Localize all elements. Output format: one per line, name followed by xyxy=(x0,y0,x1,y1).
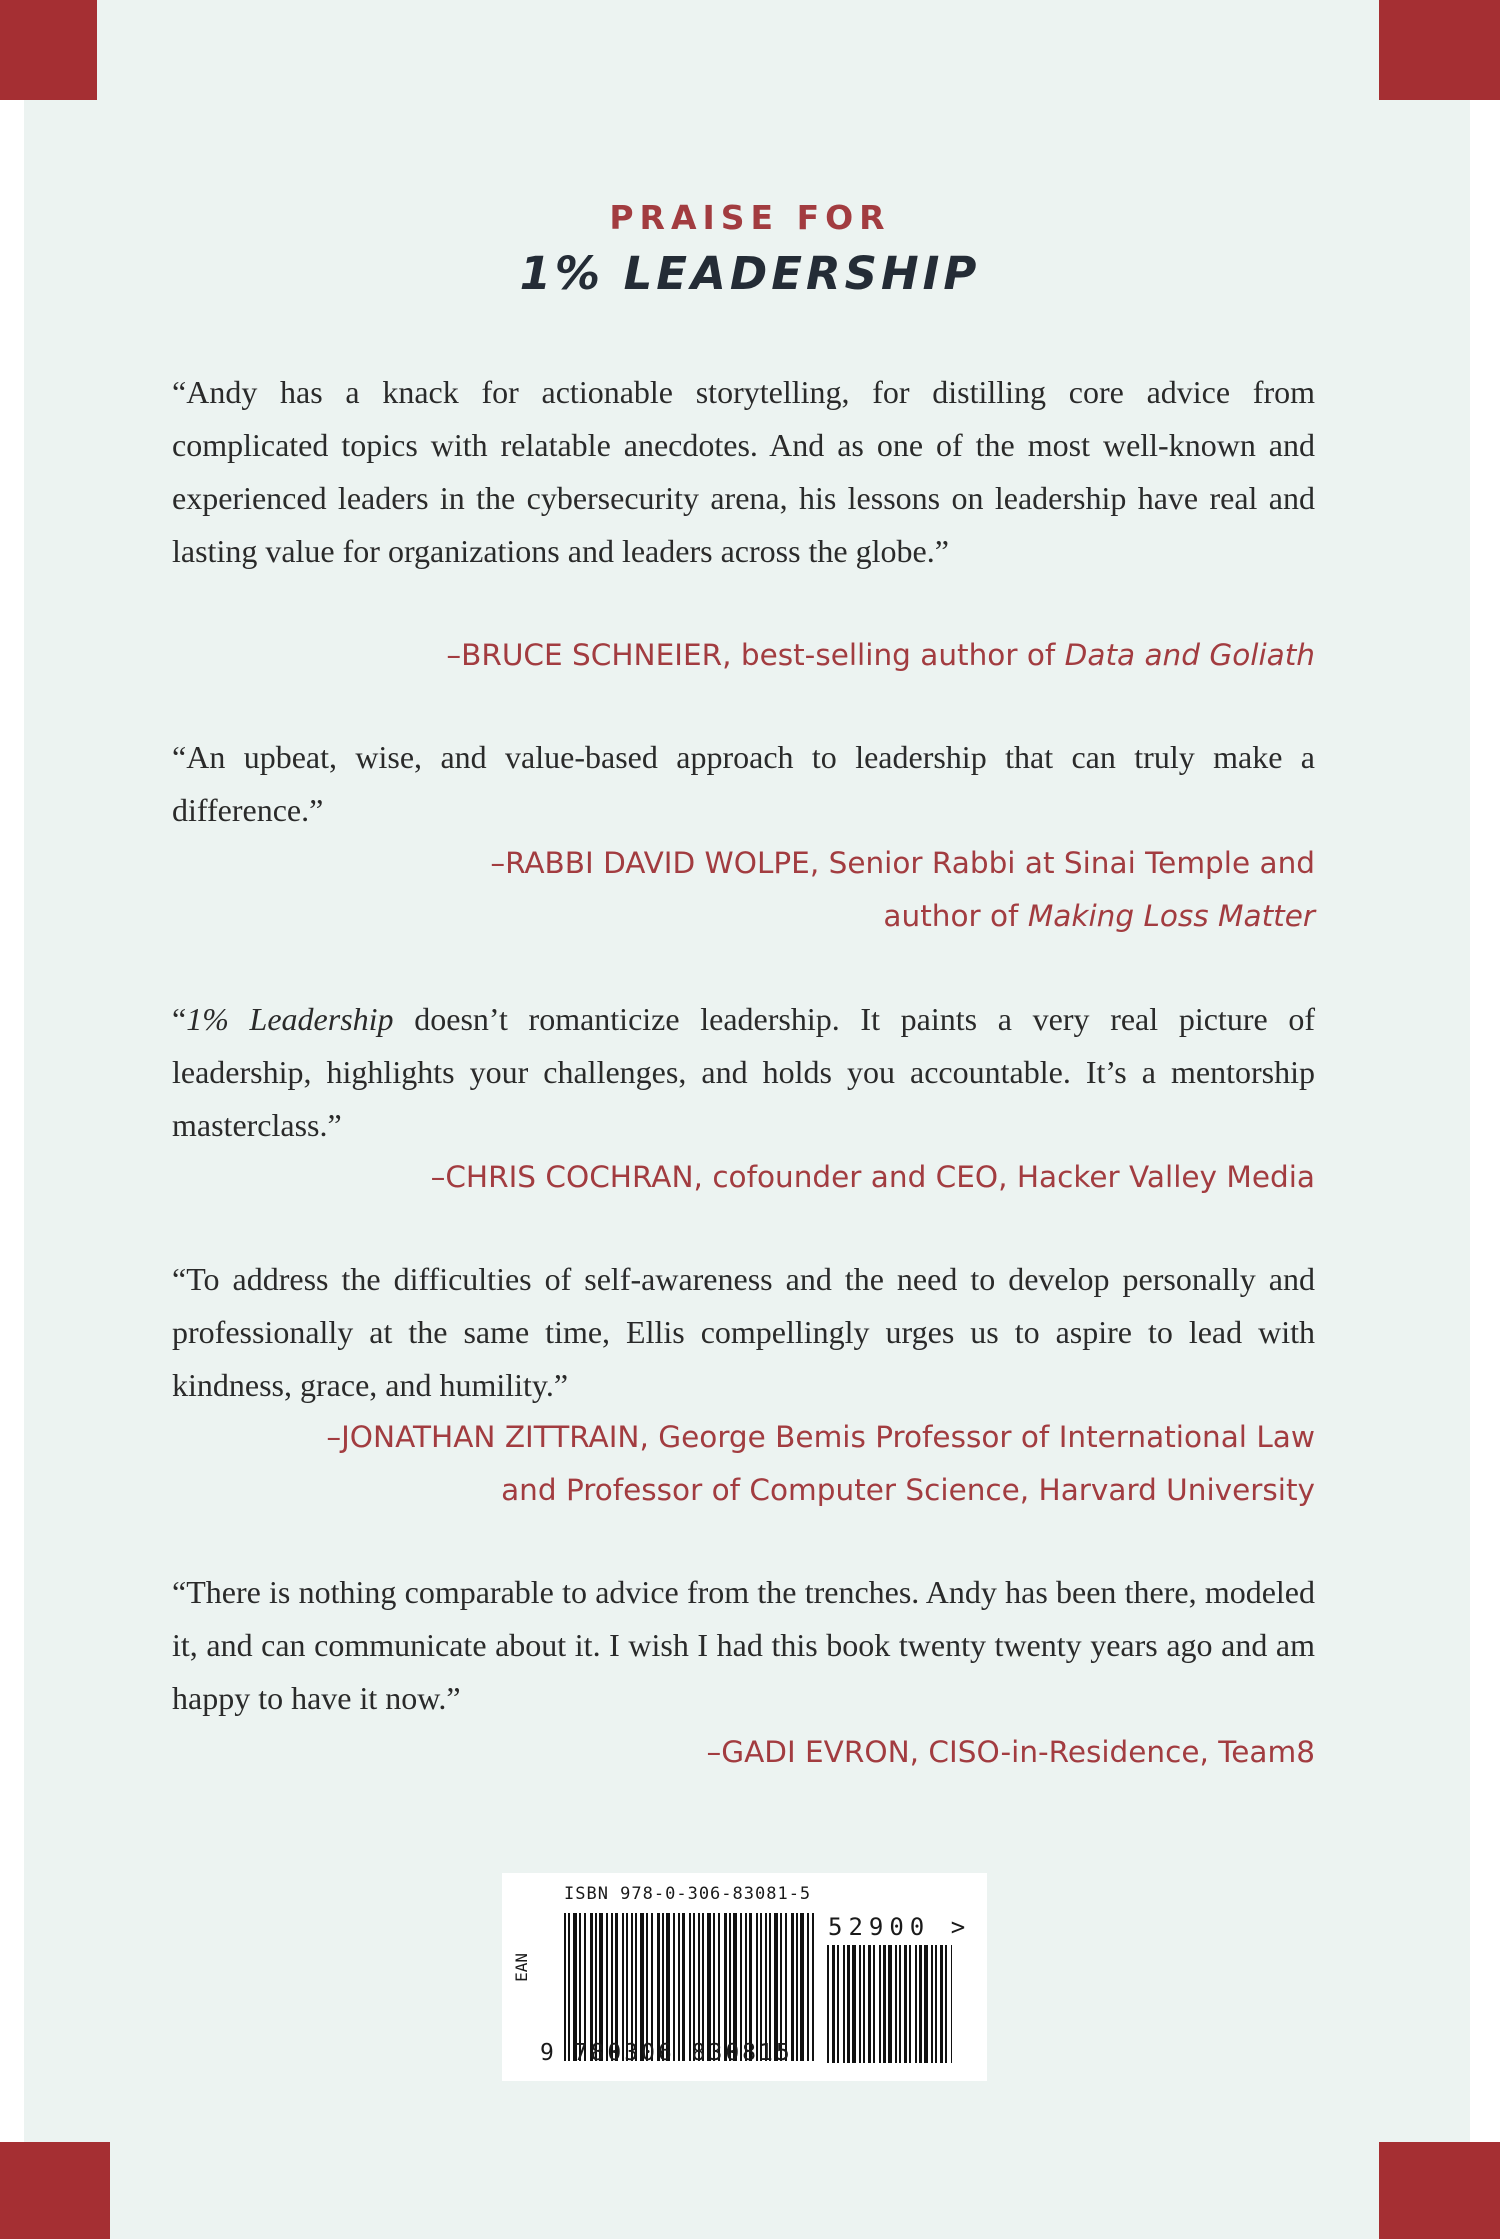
barcode-bar xyxy=(626,1913,628,2061)
left-page-edge xyxy=(0,0,24,2239)
barcode-bar xyxy=(622,1913,624,2061)
barcode-bar xyxy=(774,1913,778,2061)
attribution-work: Making Loss Matter xyxy=(1027,899,1315,933)
barcode-bar xyxy=(800,1913,804,2061)
barcode-bar xyxy=(888,1945,892,2063)
barcode-bar xyxy=(859,1945,861,2063)
quote-evron: “There is nothing comparable to advice from the trenches. Andy has been there, modeled it, and can communicate about it. I wish I had this book twenty twenty years ago and am happy to have it now.” xyxy=(172,1574,1315,1716)
attribution-role-line-2: author of xyxy=(883,899,1019,933)
barcode-bar xyxy=(935,1945,937,2063)
barcode-bar xyxy=(651,1913,653,2061)
barcode-bar xyxy=(693,1913,695,2061)
quote-schneier: “Andy has a knack for actionable storytelling, for distilling core advice from complicated topics with relatable anecdotes. And as one of the most well-known and experienced leaders in the cybersecurity arena, his lessons on leadership have real and lasting value for organizations and leaders across the globe.” xyxy=(172,374,1315,569)
barcode-bar xyxy=(579,1913,581,2061)
barcode-bar xyxy=(724,1913,727,2061)
attribution-role: Senior Rabbi at Sinai Temple and xyxy=(828,846,1315,880)
quote-zittrain: “To address the difficulties of self-awareness and the need to develop personally and professionally at the same time, Ellis compellingly urges us to aspire to lead with kindness, grace, and humility.” xyxy=(172,1261,1315,1403)
barcode-bar xyxy=(689,1913,691,2061)
attribution-work: Data and Goliath xyxy=(1064,638,1315,672)
right-page-edge xyxy=(1470,0,1500,2239)
attribution-cochran xyxy=(431,1151,1315,1204)
barcode-bar xyxy=(640,1913,644,2061)
quote-cochran: “1% Leadership doesn’t romanticize leadership. It paints a very real picture of leadership, highlights your challenges, and holds you accountable. It’s a mentorship masterclass.” xyxy=(172,1001,1316,1143)
attribution-name: –RABBI DAVID WOLPE, xyxy=(490,846,820,880)
barcode-bar xyxy=(573,1913,577,2061)
barcode-bar xyxy=(599,1913,603,2061)
attribution-evron xyxy=(706,1726,1315,1779)
corner-block-top-left xyxy=(0,0,97,100)
barcode-bar xyxy=(785,1913,787,2061)
barcode-bar xyxy=(740,1913,742,2061)
barcode-bar xyxy=(590,1913,593,2061)
attribution-role-line-2: and Professor of Computer Science, Harvard University xyxy=(501,1473,1315,1507)
barcode-bar xyxy=(595,1913,597,2061)
barcode-bar xyxy=(765,1913,767,2061)
barcode-bar xyxy=(646,1913,648,2061)
barcode-bar xyxy=(883,1945,886,2063)
attribution-name: –BRUCE SCHNEIER, xyxy=(446,638,732,672)
barcode-bar xyxy=(756,1913,758,2061)
barcode-bar xyxy=(666,1913,670,2061)
attribution-role: George Bemis Professor of International Law xyxy=(658,1420,1315,1454)
attribution-zittrain xyxy=(326,1411,1315,1517)
barcode-bar xyxy=(611,1913,613,2061)
quote-wolpe: “An upbeat, wise, and value-based approach to leadership that can truly make a difference.” xyxy=(172,739,1315,828)
corner-block-top-right xyxy=(1379,0,1500,100)
quote-book-title: 1% Leadership xyxy=(186,1001,394,1037)
quote-text: doesn’t romanticize leadership. It paints a very real picture of leadership, highlights your challenges, and holds you accountable. It’s a mentorship masterclass.” xyxy=(172,1001,1316,1143)
corner-block-bottom-right xyxy=(1379,2142,1500,2239)
barcode-bar xyxy=(568,1913,570,2061)
barcode-bar xyxy=(682,1913,685,2061)
barcode-bar xyxy=(827,1945,829,2063)
barcode-bar xyxy=(951,1945,952,2063)
barcode-bar xyxy=(909,1945,911,2063)
barcode-bar xyxy=(584,1913,586,2061)
corner-block-bottom-left xyxy=(0,2142,110,2239)
book-title: 1% LEADERSHIP xyxy=(519,247,981,300)
barcode-bar xyxy=(899,1945,901,2063)
barcode-bar xyxy=(702,1913,704,2061)
attribution-wolpe xyxy=(490,837,1315,943)
barcode-bar xyxy=(631,1913,633,2061)
barcode-bar xyxy=(843,1945,845,2063)
barcode-bar xyxy=(733,1913,737,2061)
attribution-role: best-selling author of xyxy=(740,638,1056,672)
barcode-bar xyxy=(769,1913,771,2061)
barcode-bar xyxy=(760,1913,762,2061)
isbn-label: ISBN 978-0-306-83081-5 xyxy=(564,1884,812,1904)
barcode-bar xyxy=(919,1945,922,2063)
barcode-bar xyxy=(895,1945,897,2063)
barcode-bar xyxy=(707,1913,711,2061)
praise-heading: PRAISE FOR xyxy=(609,198,891,237)
barcode-bar xyxy=(812,1913,814,2061)
price-addon-bars xyxy=(827,1945,952,2063)
barcode-bar xyxy=(915,1945,917,2063)
barcode-bar xyxy=(678,1913,680,2061)
attribution-name: –CHRIS COCHRAN, xyxy=(430,1160,703,1194)
attribution-role: CISO-in-Residence, Team8 xyxy=(928,1735,1315,1769)
barcode-bar xyxy=(868,1945,871,2063)
barcode-bar xyxy=(807,1913,809,2061)
barcode-bar xyxy=(718,1913,720,2061)
attribution-name: –GADI EVRON, xyxy=(706,1735,920,1769)
barcode-bar xyxy=(837,1945,839,2063)
barcode-bar xyxy=(945,1945,947,2063)
barcode-bar xyxy=(749,1913,752,2061)
barcode-box xyxy=(502,1873,987,2081)
barcode-bar xyxy=(713,1913,715,2061)
barcode-bar xyxy=(564,1913,566,2061)
barcode-bar xyxy=(924,1945,928,2063)
attribution-schneier xyxy=(446,629,1315,682)
barcode-digits: 9 780306 830815 xyxy=(540,2040,793,2066)
barcode-bar xyxy=(847,1945,850,2063)
attribution-name: –JONATHAN ZITTRAIN, xyxy=(326,1420,649,1454)
barcode-bar xyxy=(931,1945,933,2063)
barcode-bar xyxy=(780,1913,782,2061)
barcode-bar xyxy=(657,1913,660,2061)
barcode-bar xyxy=(615,1913,618,2061)
barcode-bar xyxy=(673,1913,675,2061)
attribution-role: cofounder and CEO, Hacker Valley Media xyxy=(712,1160,1315,1194)
barcode-bar xyxy=(863,1945,865,2063)
barcode-bar xyxy=(635,1913,637,2061)
barcode-bar xyxy=(904,1945,907,2063)
price-code: 52900 > xyxy=(828,1913,972,1941)
barcode-bar xyxy=(852,1945,856,2063)
barcode-bar xyxy=(698,1913,700,2061)
barcode-bar xyxy=(940,1945,943,2063)
barcode-bar xyxy=(606,1913,608,2061)
barcode-bar xyxy=(662,1913,664,2061)
barcode-bar xyxy=(796,1913,798,2061)
barcode-bar xyxy=(729,1913,731,2061)
barcode-bar xyxy=(745,1913,747,2061)
barcode-bar xyxy=(873,1945,875,2063)
ean-label: EAN xyxy=(512,1953,531,1982)
barcode-bar xyxy=(832,1945,835,2063)
barcode-bar xyxy=(791,1913,794,2061)
barcode-bars xyxy=(564,1913,814,2061)
barcode-bar xyxy=(879,1945,881,2063)
